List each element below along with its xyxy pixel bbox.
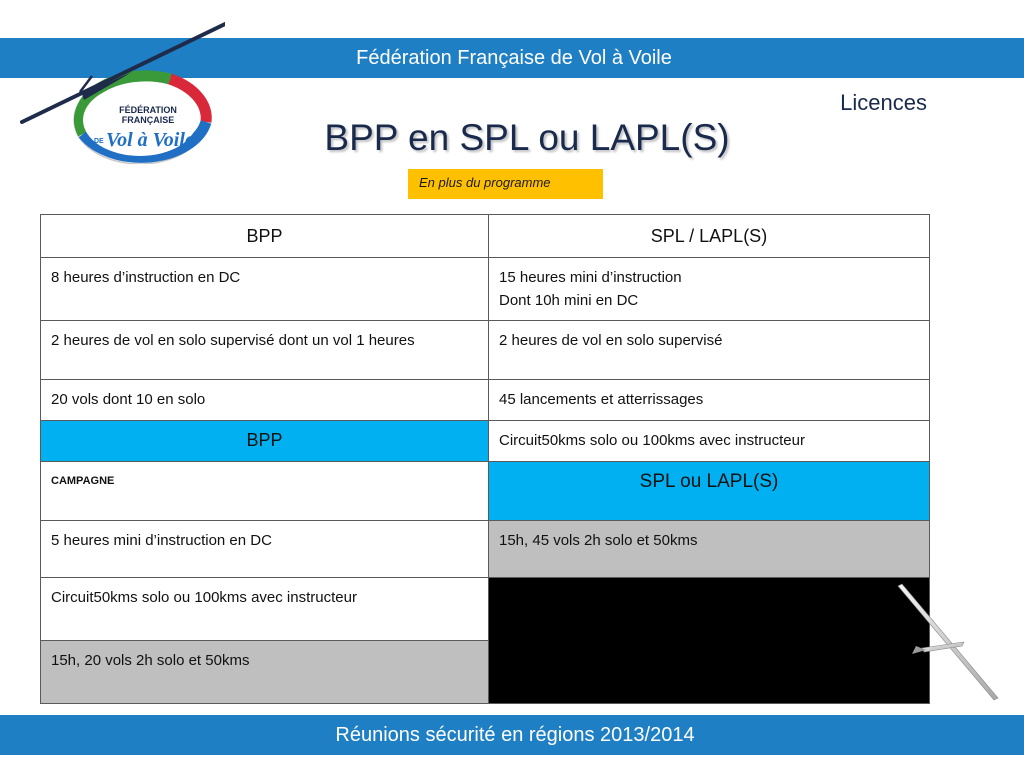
table-cell-highlight: BPP: [41, 421, 489, 462]
glider-icon: [886, 582, 1002, 704]
section-label: Licences: [840, 90, 927, 115]
table-row: [41, 258, 930, 321]
table-cell-grey: 15h, 45 vols 2h solo et 50kms: [489, 521, 930, 578]
table-cell: 2 heures de vol en solo supervisé dont un vol 1 heures: [41, 321, 489, 380]
footer-title: Réunions sécurité en régions 2013/2014: [335, 723, 695, 746]
header-title: Fédération Française de Vol à Voile: [356, 46, 672, 69]
footer-band: [0, 715, 1024, 755]
table-cell-grey: 15h, 20 vols 2h solo et 50kms: [41, 641, 489, 704]
table-cell-small: CAMPAGNE: [41, 462, 489, 521]
table-row: [41, 462, 930, 521]
table-cell: 2 heures de vol en solo supervisé: [489, 321, 930, 380]
table-row: [41, 321, 930, 380]
table-cell: 5 heures mini d’instruction en DC: [41, 521, 489, 578]
table-cell: 8 heures d’instruction en DC: [41, 258, 489, 321]
logo-prefix: DE: [94, 138, 104, 145]
slide-title: BPP en SPL ou LAPL(S): [324, 117, 730, 158]
table-cell: 20 vols dont 10 en solo: [41, 380, 489, 421]
table-cell: 45 lancements et atterrissages: [489, 380, 930, 421]
table-row: [41, 578, 930, 641]
comparison-table: [40, 214, 930, 704]
logo-line1: FÉDÉRATION: [119, 105, 177, 115]
table-row: [41, 421, 930, 462]
header-cell-bpp: BPP: [41, 215, 489, 258]
table-header-row: [41, 215, 930, 258]
table-cell: Circuit50kms solo ou 100kms avec instructeur: [489, 421, 930, 462]
table-cell: [489, 258, 930, 321]
table-cell: Circuit50kms solo ou 100kms avec instructeur: [41, 578, 489, 641]
table-cell-black: [489, 578, 930, 704]
cell-line: Dont 10h mini en DC: [499, 292, 639, 309]
table-row: [41, 380, 930, 421]
logo-line2: FRANÇAISE: [121, 115, 175, 125]
cell-line: 15 heures mini d’instruction: [499, 269, 682, 286]
table-cell-highlight: SPL ou LAPL(S): [489, 462, 930, 521]
table-row: [41, 521, 930, 578]
header-cell-spl: SPL / LAPL(S): [489, 215, 930, 258]
logo-name: Vol à Voile: [106, 129, 194, 151]
program-note-badge: En plus du programme: [408, 169, 603, 199]
